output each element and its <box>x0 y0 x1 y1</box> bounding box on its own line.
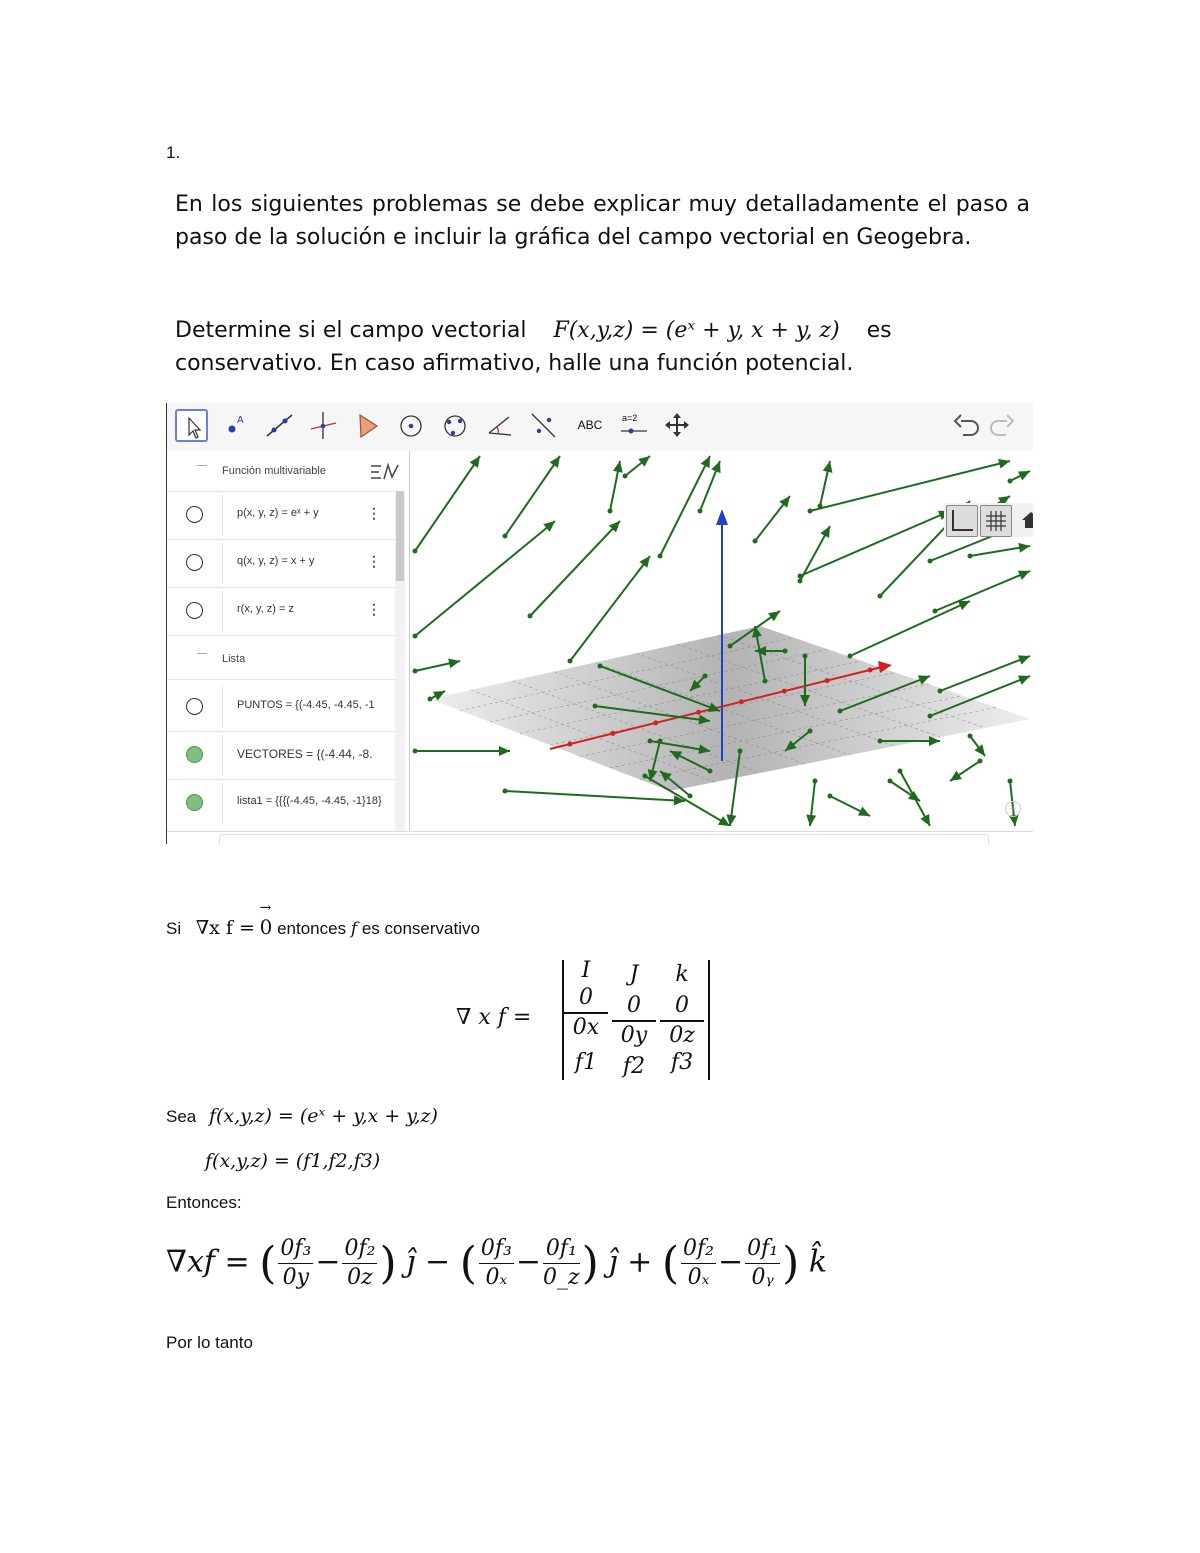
unit-vector: k̂ <box>808 1244 828 1280</box>
algebra-item[interactable] <box>167 683 395 732</box>
vector-tail-point <box>933 609 938 614</box>
frac-num: 0f₁ <box>745 1235 780 1264</box>
visibility-toggle[interactable] <box>186 698 203 715</box>
vector-tail-point <box>658 739 663 744</box>
field-vector <box>570 556 650 661</box>
vector-tail-point <box>928 559 933 564</box>
group-header-label: Función multivariable <box>222 465 326 477</box>
por-lo-tanto: Por lo tanto <box>166 1333 253 1352</box>
home-icon[interactable] <box>1016 505 1033 535</box>
det-cell: f3 <box>670 1050 694 1075</box>
grid-toggle-icon[interactable] <box>980 505 1012 537</box>
vector-arrowhead <box>613 461 623 473</box>
zero-vector-value: 0 <box>259 915 273 939</box>
vector-tail-point <box>898 769 903 774</box>
vector-tail-point <box>968 554 973 559</box>
vector-arrowhead <box>448 659 460 669</box>
vector-tail-point <box>708 769 713 774</box>
vector-tail-point <box>413 549 418 554</box>
vector-tail-point <box>878 739 883 744</box>
svg-text:A: A <box>237 415 244 426</box>
vector-tail-point <box>818 504 823 509</box>
geogebra-window <box>166 403 1033 844</box>
vector-tail-point <box>928 714 933 719</box>
vector-tail-point <box>838 709 843 714</box>
slider-tool-label: a=2 <box>622 413 638 423</box>
problem-number: 1. <box>166 143 181 162</box>
vector-tail-point <box>413 669 418 674</box>
vector-tail-point <box>428 697 433 702</box>
field-vector <box>850 601 970 656</box>
vector-tail-point <box>808 729 813 734</box>
det-frac-num: 0 <box>612 992 656 1022</box>
algebra-item[interactable] <box>167 779 395 827</box>
algebra-scrollbar[interactable] <box>395 491 405 831</box>
det-cell: f2 <box>622 1054 646 1079</box>
vector-tail-point <box>648 739 653 744</box>
vector-tail-point <box>593 704 598 709</box>
polygon-tool-icon[interactable] <box>351 409 384 442</box>
curl-expansion: ∇xf = ( $\frac{\text{0f₃}}{0y}$ − $\frac{\text{0f₂}}{0z}$ ) ĵ − ( $\frac{\text{0f₃}}{\text{0ₓ}}$ − $\frac{\text{0f₁}}{0\_z}$ ) ĵ + ( $\frac{\text{0f₂}}{\text{0ₓ}}$ − $\frac{\text{0f₁}}{\text{0ᵧ}}$ ) k̂ <box>166 1236 828 1290</box>
vector-arrowhead <box>998 459 1010 469</box>
vector-tail-point <box>503 534 508 539</box>
curl-lhs: ∇xf = <box>166 1244 250 1280</box>
x-axis-point <box>782 689 787 694</box>
xy-plane <box>430 626 1030 791</box>
visibility-toggle[interactable] <box>186 602 203 619</box>
vector-field-plot <box>410 451 1033 826</box>
slider-tool[interactable] <box>617 409 653 442</box>
det-cell: k <box>675 962 689 987</box>
partial-fraction <box>745 1235 780 1292</box>
det-cell: J <box>629 962 639 987</box>
vector-tail-point <box>753 539 758 544</box>
vector-tail-point <box>938 689 943 694</box>
is-conservative-text: es conservativo <box>361 919 480 938</box>
input-field[interactable] <box>219 834 989 844</box>
reflect-tool-icon[interactable] <box>527 409 560 442</box>
axes-toggle-icon[interactable] <box>946 505 978 537</box>
frac-den: 0ᵧ <box>751 1265 774 1290</box>
angle-tool-icon[interactable] <box>483 409 516 442</box>
sea-word: Sea <box>166 1107 197 1126</box>
vector-tail-point <box>763 679 768 684</box>
field-vector <box>800 511 950 576</box>
vector-tail-point <box>798 574 803 579</box>
frac-num: 0f₃ <box>479 1235 514 1264</box>
intro-paragraph: En los siguientes problemas se debe explicar muy detalladamente el paso a paso de la solución e incluir la gráfica del campo vectorial en Geogebra. <box>175 192 1030 250</box>
det-fraction <box>564 984 608 1042</box>
group-header-multivariable[interactable] <box>167 451 395 492</box>
input-bar <box>167 831 1033 844</box>
perpendicular-tool-icon[interactable] <box>307 409 340 442</box>
x-axis-point <box>825 678 830 683</box>
statement-before: Determine si el campo vectorial <box>175 318 527 343</box>
vector-tail-point <box>598 664 603 669</box>
sea-expression: f(x,y,z) = (eˣ + y,x + y,z) <box>208 1105 438 1127</box>
vector-tail-point <box>798 579 803 584</box>
undo-icon[interactable] <box>951 409 984 442</box>
more-options-icon[interactable]: ⋮ <box>367 505 381 521</box>
x-axis-point <box>610 731 615 736</box>
vector-tail-point <box>848 654 853 659</box>
unit-vector: ĵ <box>406 1244 416 1280</box>
vector-arrowhead <box>806 815 816 826</box>
vector-tail-point <box>1008 479 1013 484</box>
x-axis-point <box>696 710 701 715</box>
vector-tail-point <box>808 509 813 514</box>
algebra-item-label: VECTORES = {(-4.44, -8. <box>237 747 373 761</box>
vector-tail-point <box>703 674 708 679</box>
redo-icon[interactable] <box>985 409 1018 442</box>
vector-arrow-icon: → <box>259 900 272 916</box>
problem-statement <box>175 314 1027 380</box>
frac-den: 0ₓ <box>485 1265 508 1290</box>
vector-tail-point <box>688 794 693 799</box>
algebra-item-label: p(x, y, z) = eˣ + y <box>237 507 319 519</box>
vector-tail-point <box>738 749 743 754</box>
z-axis-arrowhead <box>716 509 728 525</box>
vector-tail-point <box>568 659 573 664</box>
curl-expression: ∇x f = <box>195 917 255 939</box>
algebra-item[interactable] <box>167 539 395 588</box>
zero-vector <box>259 900 273 939</box>
vector-tail-point <box>968 734 973 739</box>
x-axis-point <box>568 742 573 747</box>
frac-num: 0f₂ <box>681 1235 716 1264</box>
frac-num: 0f₂ <box>342 1235 377 1264</box>
graphics-style-bar <box>944 503 1033 537</box>
field-vector <box>415 456 480 551</box>
visibility-toggle[interactable] <box>186 554 203 571</box>
circle-three-points-icon[interactable] <box>439 409 472 442</box>
vector-tail-point <box>623 474 628 479</box>
det-frac-den: 0y <box>620 1023 648 1048</box>
frac-den: 0ₓ <box>687 1265 710 1290</box>
vector-tail-point <box>828 794 833 799</box>
vector-tail-point <box>728 644 733 649</box>
det-fraction <box>612 992 656 1050</box>
vector-arrowhead <box>470 456 480 468</box>
partial-fraction <box>681 1235 716 1292</box>
vector-tail-point <box>608 509 613 514</box>
algebra-item-label: r(x, y, z) = z <box>237 603 294 615</box>
x-axis-point <box>739 699 744 704</box>
partial-fraction <box>479 1235 514 1292</box>
sea-expression-components: f(x,y,z) = (f1,f2,f3) <box>205 1150 381 1172</box>
algebra-item-label: PUNTOS = {(-4.45, -4.45, -1 <box>237 699 375 711</box>
vector-arrowhead <box>499 746 510 756</box>
geogebra-toolbar <box>167 403 1033 452</box>
frac-den: 0_z <box>543 1265 580 1290</box>
field-vector <box>940 656 1030 691</box>
x-axis-point <box>868 668 873 673</box>
vector-tail-point <box>888 779 893 784</box>
det-frac-num: 0 <box>660 992 704 1022</box>
curl-determinant <box>562 960 710 1080</box>
vector-arrowhead <box>1018 543 1030 553</box>
text-tool[interactable]: ABC <box>577 418 603 432</box>
det-frac-num: 0 <box>564 984 608 1014</box>
partial-fraction <box>342 1235 377 1292</box>
zoom-icon[interactable]: + <box>1005 801 1021 817</box>
si-word: Si <box>166 919 182 938</box>
move-tool-icon[interactable] <box>175 409 208 442</box>
f-symbol: f <box>350 919 358 939</box>
vector-arrowhead <box>639 556 650 568</box>
group-header-list[interactable] <box>167 639 395 680</box>
vector-tail-point <box>698 509 703 514</box>
field-expression: F(x,y,z) = (eˣ + y, x + y, z) <box>553 318 840 343</box>
algebra-item-label: q(x, y, z) = x + y <box>237 555 315 567</box>
vector-tail-point <box>413 749 418 754</box>
vector-arrowhead <box>779 496 790 508</box>
det-fraction <box>660 992 704 1050</box>
vector-tail-point <box>1008 779 1013 784</box>
then-text: entonces <box>277 919 347 938</box>
vector-arrowhead <box>823 461 833 473</box>
visibility-toggle[interactable] <box>186 794 203 811</box>
det-frac-den: 0x <box>572 1015 600 1040</box>
vector-tail-point <box>803 654 808 659</box>
unit-vector: ĵ <box>608 1244 618 1280</box>
visibility-toggle[interactable] <box>186 746 203 763</box>
vector-tail-point <box>783 649 788 654</box>
vector-tail-point <box>643 774 648 779</box>
det-cell: f1 <box>574 1050 598 1075</box>
det-cell: I <box>581 958 591 983</box>
vector-tail-point <box>413 634 418 639</box>
visibility-toggle[interactable] <box>186 506 203 523</box>
frac-num: 0f₃ <box>278 1235 313 1264</box>
field-vector <box>415 521 555 636</box>
vector-tail-point <box>813 779 818 784</box>
algebra-item[interactable] <box>167 491 395 540</box>
conservative-criterion <box>166 900 480 939</box>
vector-tail-point <box>878 594 883 599</box>
more-options-icon[interactable]: ⋮ <box>367 553 381 569</box>
det-frac-den: 0z <box>669 1023 695 1048</box>
field-vector <box>935 571 1030 611</box>
algebra-view <box>167 451 410 831</box>
algebra-item[interactable] <box>167 731 395 780</box>
vector-tail-point <box>658 554 663 559</box>
vector-arrowhead <box>950 771 962 781</box>
partial-fraction <box>543 1235 580 1292</box>
field-vector <box>505 791 685 801</box>
determinant-lhs: ∇ x f = <box>456 1005 532 1030</box>
partial-fraction <box>278 1235 313 1292</box>
algebra-input-icon[interactable] <box>367 459 403 485</box>
vector-tail-point <box>503 789 508 794</box>
vector-tail-point <box>978 759 983 764</box>
circle-tool-icon[interactable] <box>395 409 428 442</box>
field-vector <box>530 521 620 616</box>
vector-arrowhead <box>768 611 780 621</box>
entonces-label: Entonces: <box>166 1193 242 1212</box>
graphics-3d-view[interactable] <box>410 451 1033 826</box>
frac-den: 0y <box>282 1265 310 1290</box>
sea-line <box>166 1105 438 1127</box>
algebra-item-label: lista1 = {{{(-4.45, -4.45, -1}18} <box>237 795 382 807</box>
vector-arrowhead <box>550 456 560 468</box>
line-tool-icon[interactable] <box>263 409 296 442</box>
move-view-icon[interactable] <box>661 409 694 442</box>
algebra-item[interactable] <box>167 587 395 636</box>
frac-den: 0z <box>347 1265 373 1290</box>
x-axis-point <box>653 720 658 725</box>
vector-arrowhead <box>908 791 920 801</box>
more-options-icon[interactable]: ⋮ <box>367 601 381 617</box>
vector-arrowhead <box>974 744 985 756</box>
statement-after: es conservativo. En caso afirmativo, halle una función potencial. <box>175 318 892 376</box>
frac-num: 0f₁ <box>543 1235 580 1264</box>
group-header-label: Lista <box>222 653 246 665</box>
point-tool-icon[interactable] <box>219 409 252 442</box>
vector-tail-point <box>528 614 533 619</box>
